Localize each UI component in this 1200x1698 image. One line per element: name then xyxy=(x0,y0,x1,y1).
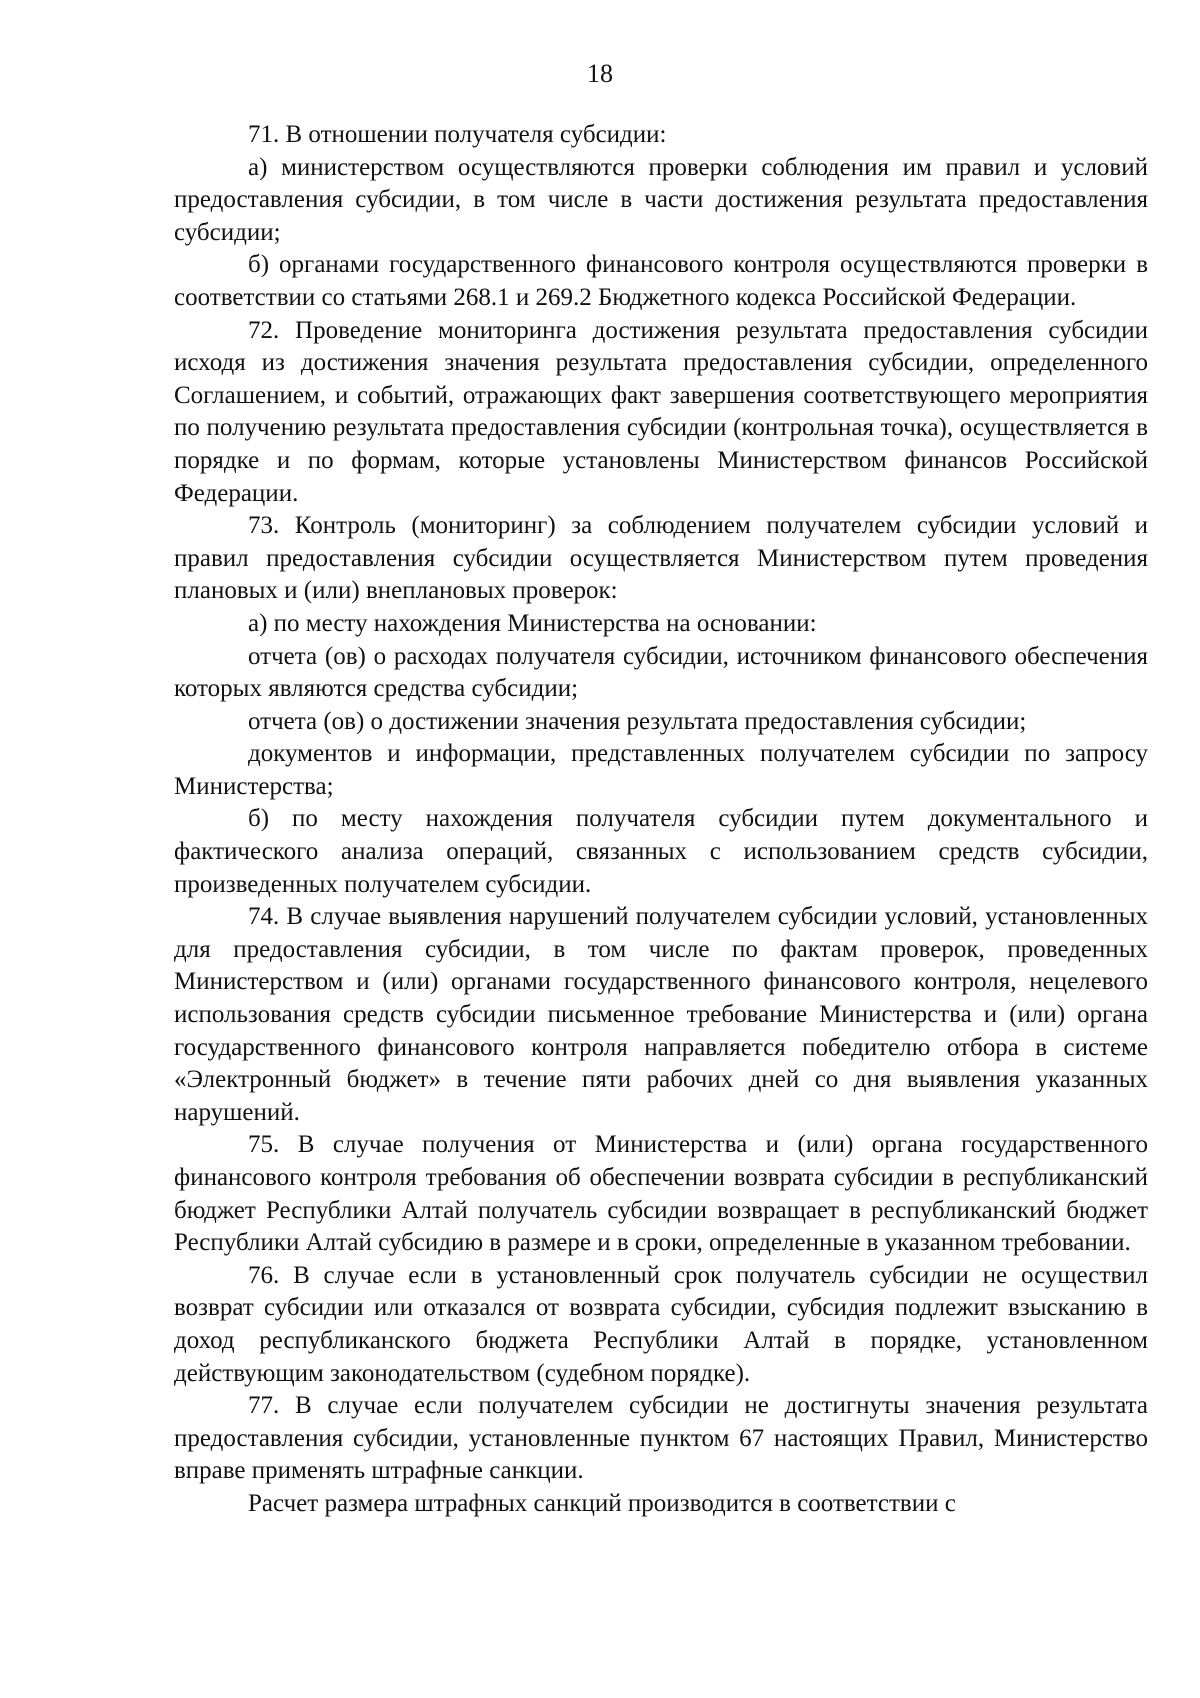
paragraph: 75. В случае получения от Министерства и (или) органа государственного финансового контроля требования об обеспечении возврата субсидии в республиканский бюджет Республики Алтай получатель субсидии возвращает в республиканский бюджет Республики Алтай субсидию в размере и в сроки, определенные в указанном требовании. xyxy=(174,1131,1148,1257)
paragraph: 74. В случае выявления нарушений получателем субсидии условий, установленных для предоставления субсидии, в том числе по фактам проверок, проведенных Министерством и (или) органами государственного финансового контроля, нецелевого использования средств субсидии письменное требование Министерства и (или) органа государственного финансового контроля направляется победителю отбора в системе «Электронный бюджет» в течение пяти рабочих дней со дня выявления указанных нарушений. xyxy=(174,903,1148,1126)
document-body xyxy=(174,119,1148,1521)
paragraph: Расчет размера штрафных санкций производится в соответствии с xyxy=(248,1489,956,1517)
paragraph: б) органами государственного финансового контроля осуществляются проверки в соответствии со статьями 268.1 и 269.2 Бюджетного кодекса Российской Федерации. xyxy=(174,251,1148,311)
paragraph: 72. Проведение мониторинга достижения результата предоставления субсидии исходя из достижения значения результата предоставления субсидии, определенного Соглашением, и событий, отражающих факт завершения соответствующего мероприятия по получению результата предоставления субсидии (контрольная точка), осуществляется в порядке и по формам, которые установлены Министерством финансов Российской Федерации. xyxy=(174,316,1148,507)
paragraph: отчета (ов) о достижении значения результата предоставления субсидии; xyxy=(248,707,1027,735)
page-number: 18 xyxy=(587,59,613,88)
paragraph: а) министерством осуществляются проверки соблюдения им правил и условий предоставления субсидии, в том числе в части достижения результата предоставления субсидии; xyxy=(174,153,1148,246)
paragraph: б) по месту нахождения получателя субсидии путем документального и фактического анализа операций, связанных с использованием средств субсидии, произведенных получателем субсидии. xyxy=(174,805,1148,898)
paragraph: 71. В отношении получателя субсидии: xyxy=(248,121,667,148)
paragraph: 77. В случае если получателем субсидии не достигнуты значения результата предоставления субсидии, установленные пунктом 67 настоящих Правил, Министерство вправе применять штрафные санкции. xyxy=(174,1392,1148,1485)
paragraph: документов и информации, представленных получателем субсидии по запросу Министерства; xyxy=(174,740,1148,800)
paragraph: отчета (ов) о расходах получателя субсидии, источником финансового обеспечения которых являются средства субсидии; xyxy=(174,642,1148,703)
paragraph: 73. Контроль (мониторинг) за соблюдением получателем субсидии условий и правил предоставления субсидии осуществляется Министерством путем проведения плановых и (или) внеплановых проверок: xyxy=(174,512,1148,605)
paragraph: а) по месту нахождения Министерства на основании: xyxy=(248,609,817,637)
paragraph: 76. В случае если в установленный срок получатель субсидии не осуществил возврат субсидии или отказался от возврата субсидии, субсидия подлежит взысканию в доход республиканского бюджета Республики Алтай в порядке, установленном действующим законодательством (судебном порядке). xyxy=(174,1261,1148,1387)
